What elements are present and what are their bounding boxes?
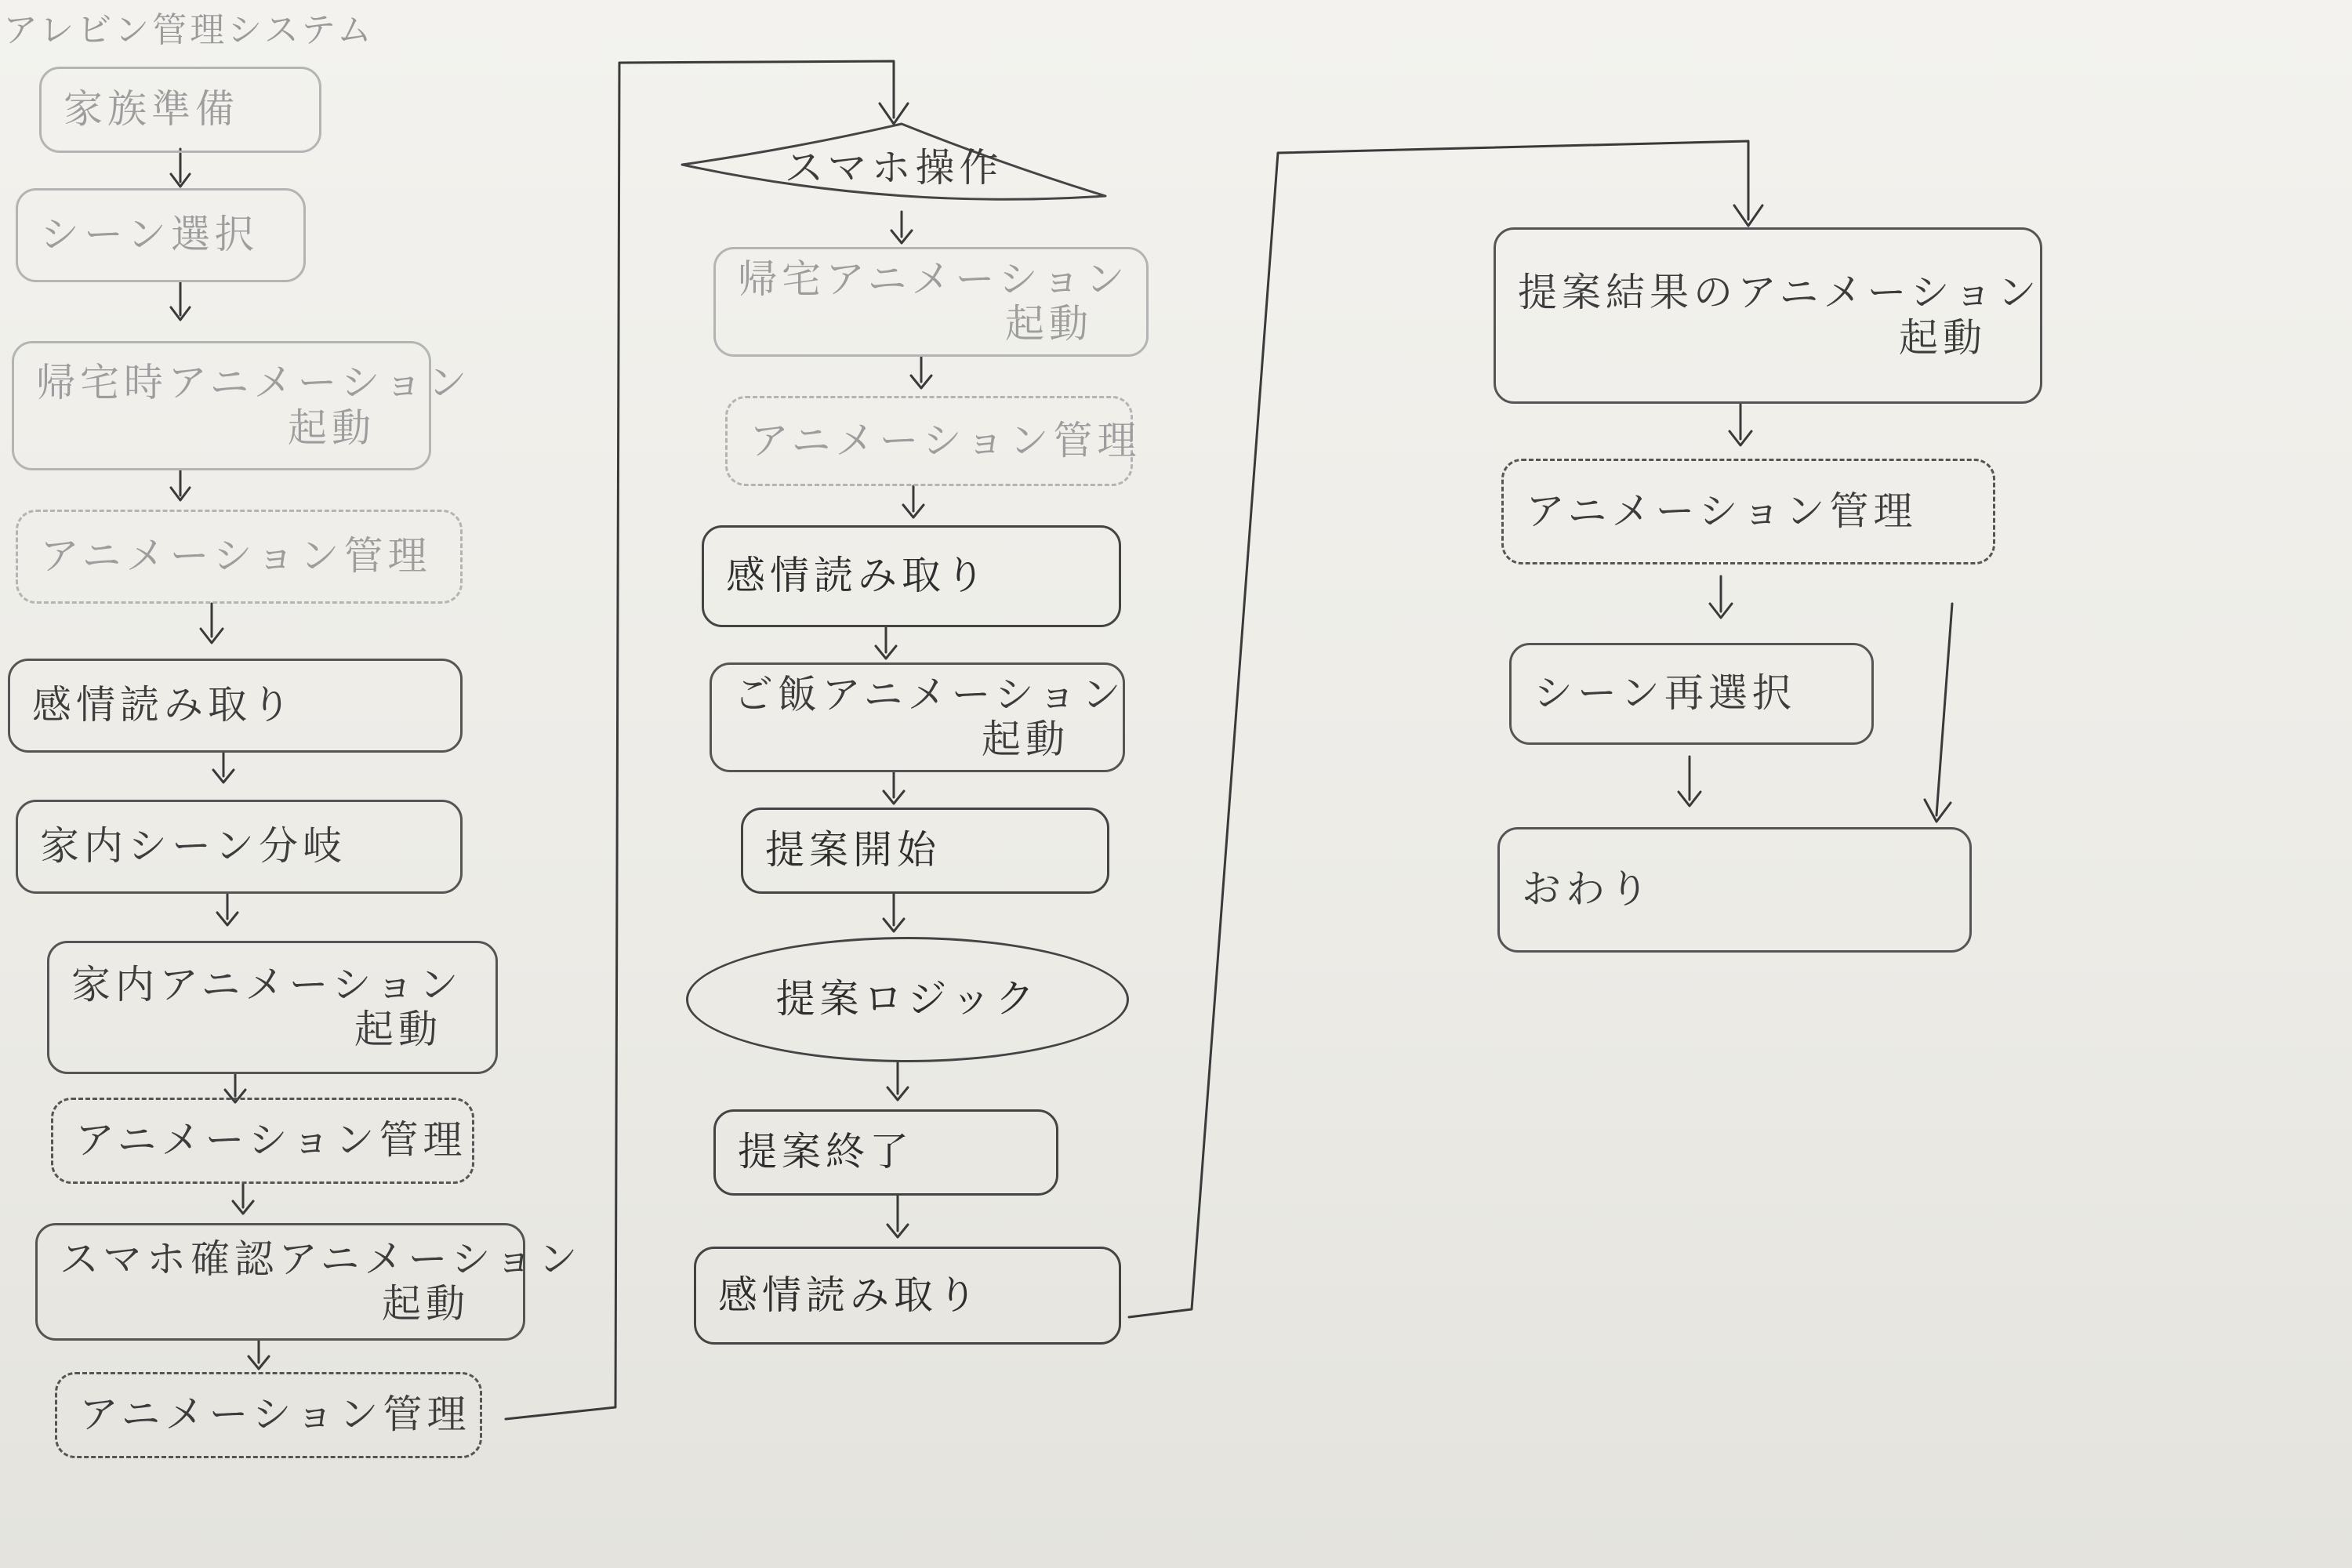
- diagram-title: アレビン管理システム: [3, 10, 375, 50]
- node-home-animation-start: 家内アニメーション 起動: [47, 941, 498, 1074]
- node-animation-management-4: アニメーション管理: [725, 396, 1133, 486]
- node-proposal-end: 提案終了: [713, 1109, 1058, 1196]
- node-home-scene-branch: 家内シーン分岐: [16, 800, 463, 894]
- node-emotion-reading-2: 感情読み取り: [702, 525, 1121, 627]
- node-family-prep: 家族準備: [39, 67, 321, 153]
- node-proposal-logic: 提案ロジック: [686, 937, 1129, 1062]
- column1-arrows: [171, 149, 269, 1369]
- node-end: おわり: [1497, 827, 1972, 953]
- node-homecoming-animation-start: 帰宅時アニメーション 起動: [12, 341, 431, 470]
- node-animation-management-2: アニメーション管理: [51, 1098, 474, 1184]
- node-proposal-result-animation-start: 提案結果のアニメーション 起動: [1494, 227, 2042, 404]
- node-meal-animation-start: ご飯アニメーション 起動: [710, 662, 1125, 772]
- node-homecoming-animation-start-2: 帰宅アニメーション 起動: [713, 247, 1149, 357]
- node-phone-operation: スマホ操作: [784, 145, 1004, 191]
- node-animation-management-3: アニメーション管理: [55, 1372, 482, 1458]
- node-emotion-reading-1: 感情読み取り: [8, 659, 463, 753]
- node-emotion-reading-3: 感情読み取り: [694, 1247, 1121, 1345]
- node-phone-check-animation-start: スマホ確認アニメーション 起動: [35, 1223, 525, 1341]
- node-animation-management-5: アニメーション管理: [1501, 459, 1995, 564]
- node-scene-reselect: シーン再選択: [1509, 643, 1874, 745]
- node-proposal-start: 提案開始: [741, 808, 1109, 894]
- node-scene-select: シーン選択: [16, 188, 306, 282]
- node-animation-management-1: アニメーション管理: [16, 510, 463, 604]
